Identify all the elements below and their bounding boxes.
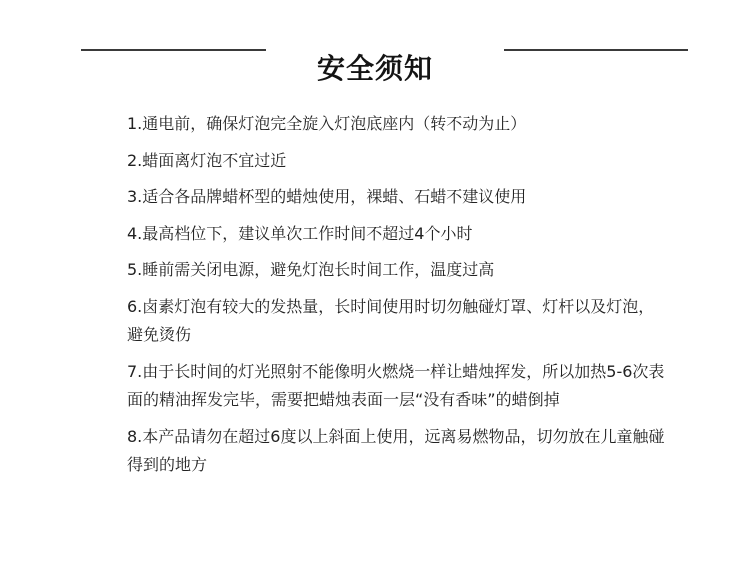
safety-note-5: 5.睡前需关闭电源，避免灯泡长时间工作，温度过高 bbox=[127, 260, 495, 279]
safety-note-6: 6.卤素灯泡有较大的发热量，长时间使用时切勿触碰灯罩、灯杆以及灯泡，避免烫伤 bbox=[127, 296, 655, 344]
safety-note-4: 4.最高档位下，建议单次工作时间不超过4个小时 bbox=[127, 223, 473, 243]
safety-note-8: 8.本产品请勿在超过6度以上斜面上使用，远离易燃物品，切勿放在儿童触碰得到的地方 bbox=[127, 426, 665, 474]
safety-note-7: 7.由于长时间的灯光照射不能像明火燃烧一样让蜡烛挥发，所以加热5-6次表面的精油挥发完毕，需要把蜡烛表面一层“没有香味”的蜡倒掉 bbox=[127, 361, 665, 409]
page-header bbox=[0, 28, 750, 85]
safety-note-3: 3.适合各品牌蜡杯型的蜡烛使用，裸蜡、石蜡不建议使用 bbox=[127, 187, 527, 206]
safety-notes-list bbox=[127, 110, 667, 488]
header-divider-right bbox=[504, 49, 688, 51]
page-title: 安全须知 bbox=[316, 51, 433, 85]
safety-note-1: 1.通电前，确保灯泡完全旋入灯泡底座内（转不动为止） bbox=[127, 114, 527, 133]
safety-note-2: 2.蜡面离灯泡不宜过近 bbox=[127, 150, 287, 170]
